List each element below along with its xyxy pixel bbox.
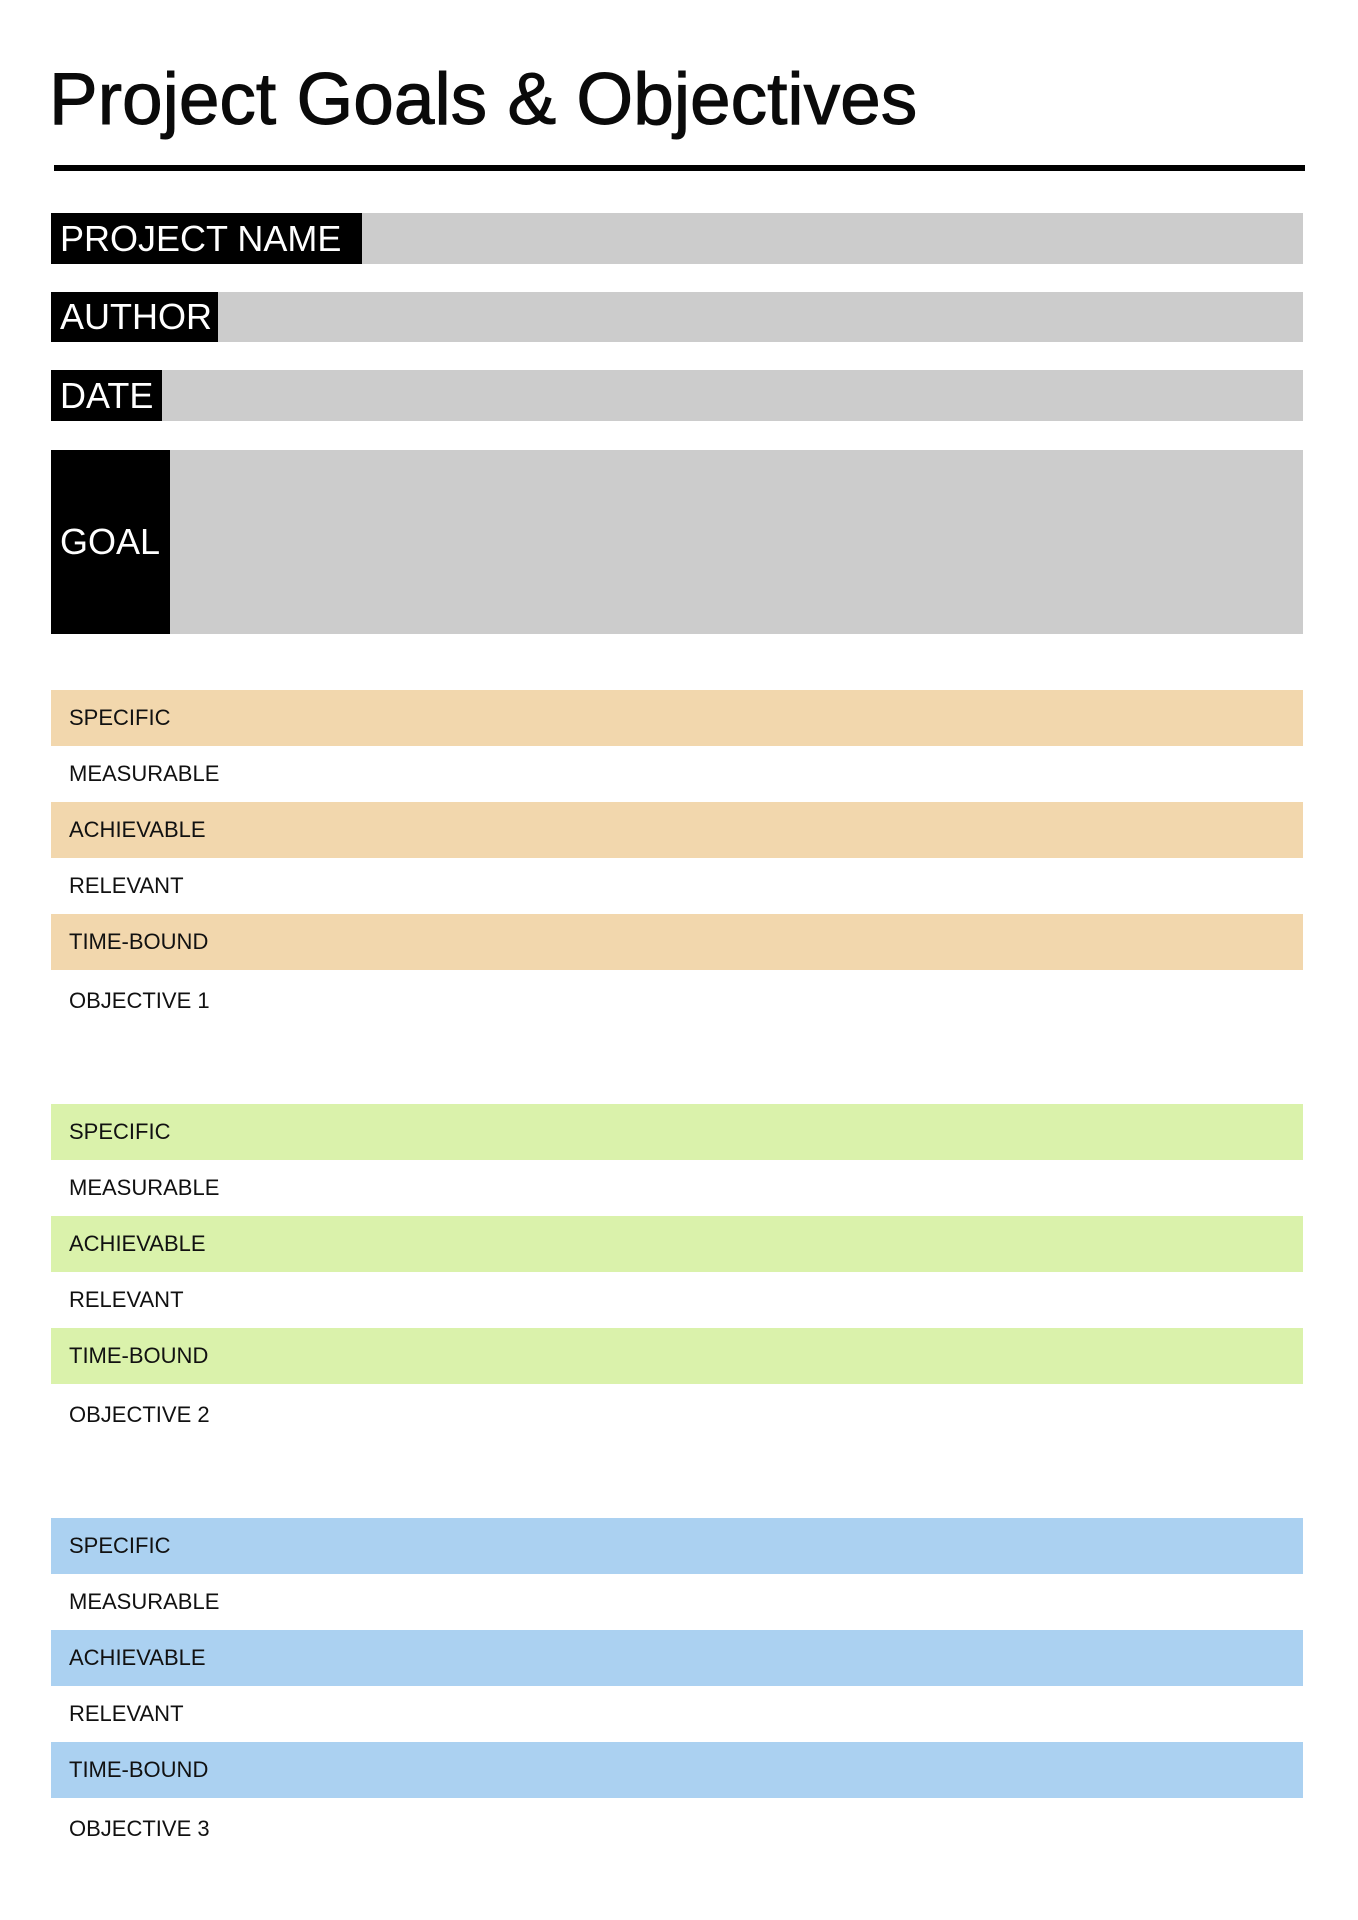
smart-label-time-bound: TIME-BOUND — [69, 1343, 209, 1368]
smart-row-measurable — [51, 746, 1303, 802]
smart-label-specific: SPECIFIC — [69, 1533, 171, 1558]
smart-label-specific: SPECIFIC — [69, 705, 171, 730]
smart-row-measurable — [51, 1574, 1303, 1630]
author-field — [51, 292, 1303, 342]
objective-1-section — [51, 690, 1303, 1032]
goal-field — [51, 450, 1303, 634]
objective-label: OBJECTIVE 3 — [69, 1816, 210, 1841]
smart-row-relevant — [51, 1272, 1303, 1328]
goal-input-area[interactable] — [51, 450, 1303, 634]
smart-label-achievable: ACHIEVABLE — [69, 817, 206, 842]
smart-label-measurable: MEASURABLE — [69, 1589, 220, 1614]
smart-row-measurable — [51, 1160, 1303, 1216]
smart-row-achievable — [51, 1630, 1303, 1686]
objective-row — [51, 1798, 1303, 1860]
objective-label: OBJECTIVE 2 — [69, 1402, 210, 1427]
objective-label: OBJECTIVE 1 — [69, 988, 210, 1013]
smart-label-time-bound: TIME-BOUND — [69, 929, 209, 954]
objective-row — [51, 970, 1303, 1032]
smart-row-specific — [51, 690, 1303, 746]
smart-label-relevant: RELEVANT — [69, 1287, 184, 1312]
smart-row-achievable — [51, 802, 1303, 858]
smart-row-achievable — [51, 1216, 1303, 1272]
author-label: AUTHOR — [51, 292, 218, 342]
project-name-label: PROJECT NAME — [51, 213, 362, 264]
date-input-area[interactable] — [51, 370, 1303, 421]
date-label: DATE — [51, 370, 162, 421]
smart-label-measurable: MEASURABLE — [69, 1175, 220, 1200]
smart-row-specific — [51, 1518, 1303, 1574]
smart-label-measurable: MEASURABLE — [69, 761, 220, 786]
objective-3-section — [51, 1518, 1303, 1860]
smart-label-relevant: RELEVANT — [69, 873, 184, 898]
date-field — [51, 370, 1303, 421]
smart-label-achievable: ACHIEVABLE — [69, 1645, 206, 1670]
smart-label-time-bound: TIME-BOUND — [69, 1757, 209, 1782]
smart-row-relevant — [51, 858, 1303, 914]
smart-row-time-bound — [51, 1742, 1303, 1798]
title-divider — [54, 165, 1305, 171]
page-title: Project Goals & Objectives — [49, 59, 918, 140]
smart-label-achievable: ACHIEVABLE — [69, 1231, 206, 1256]
smart-row-time-bound — [51, 1328, 1303, 1384]
project-name-field — [51, 213, 1303, 264]
smart-row-time-bound — [51, 914, 1303, 970]
smart-row-specific — [51, 1104, 1303, 1160]
objective-row — [51, 1384, 1303, 1446]
goal-label: GOAL — [51, 450, 170, 634]
smart-row-relevant — [51, 1686, 1303, 1742]
objective-2-section — [51, 1104, 1303, 1446]
smart-label-specific: SPECIFIC — [69, 1119, 171, 1144]
smart-label-relevant: RELEVANT — [69, 1701, 184, 1726]
author-input-area[interactable] — [51, 292, 1303, 342]
